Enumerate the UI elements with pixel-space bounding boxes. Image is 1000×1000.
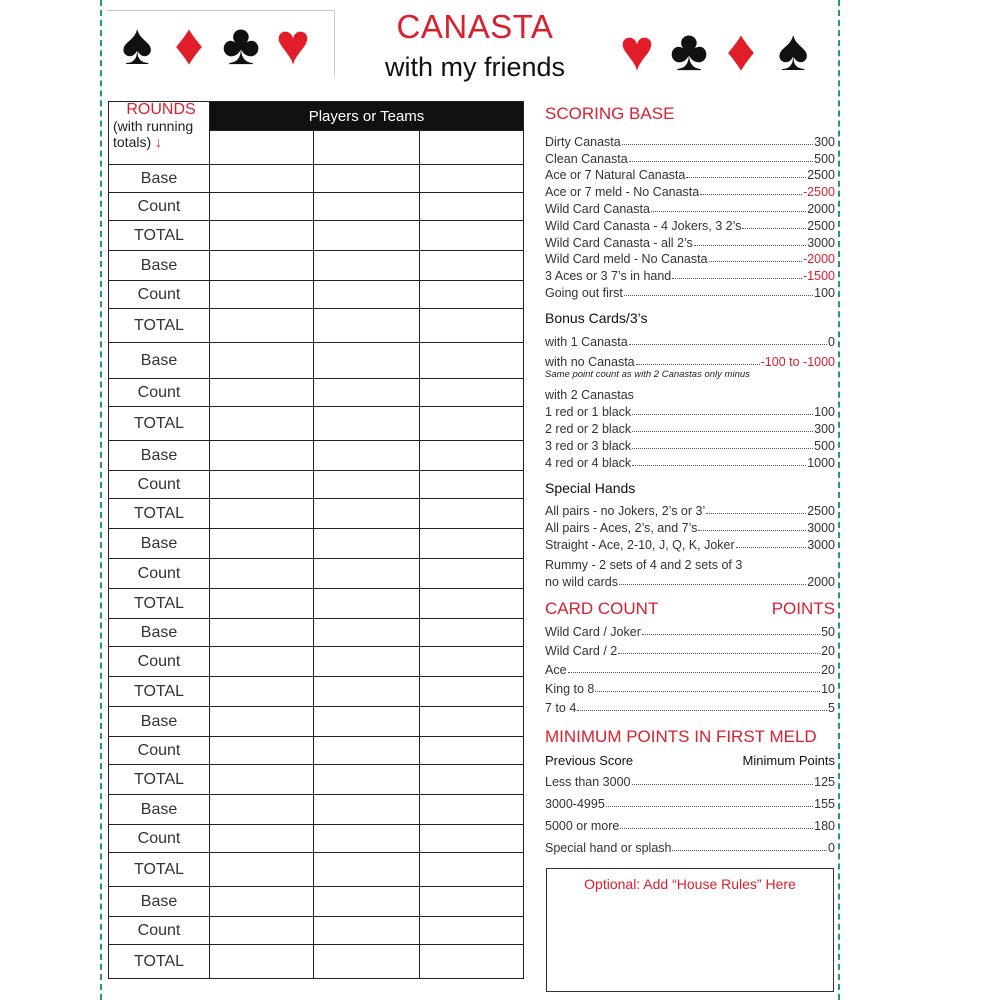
score-cell[interactable] [314,765,420,795]
score-cell[interactable] [420,853,524,887]
house-rules-label: Optional: Add “House Rules” Here [584,876,796,892]
bonus-list [545,402,835,469]
minimum-title: MINIMUM POINTS IN FIRST MELD [545,726,817,746]
bonus-title: Bonus Cards/3’s [545,309,648,326]
bonus-row: 1 red or 1 black 100 [545,405,835,420]
special-title: Special Hands [545,479,636,496]
card-count-row: Ace 20 [545,662,835,677]
score-table [108,101,524,979]
round-row [109,619,524,647]
score-cell[interactable] [420,559,524,589]
minimum-row: 5000 or more 180 [545,818,835,833]
player-name-cell[interactable] [210,131,314,165]
score-cell[interactable] [420,529,524,559]
score-cell[interactable] [314,825,420,853]
spade-icon: ♠ [121,12,151,77]
round-row-label: Base [109,441,210,471]
score-cell[interactable] [314,251,420,281]
score-cell[interactable] [420,917,524,945]
round-row [109,589,524,619]
round-row [109,441,524,471]
score-cell[interactable] [420,471,524,499]
minimum-points-label: Minimum Points [742,752,835,768]
spade-icon: ♠ [777,18,807,83]
score-cell[interactable] [210,251,314,281]
minimum-header [545,753,835,768]
card-count-row: Wild Card / Joker 50 [545,625,835,640]
round-row [109,887,524,917]
score-cell[interactable] [314,887,420,917]
score-cell[interactable] [210,281,314,309]
round-row-label: Base [109,529,210,559]
score-cell[interactable] [210,825,314,853]
score-cell[interactable] [420,945,524,979]
score-cell[interactable] [420,281,524,309]
diamond-icon: ♦ [174,12,202,77]
round-row-label: Count [109,917,210,945]
score-cell[interactable] [314,917,420,945]
score-cell[interactable] [314,407,420,441]
score-cell[interactable] [314,529,420,559]
round-row-label: Count [109,825,210,853]
score-cell[interactable] [420,309,524,343]
score-cell[interactable] [420,589,524,619]
round-row-label: TOTAL [109,853,210,887]
score-cell[interactable] [314,853,420,887]
score-cell[interactable] [420,441,524,471]
card-count-row: King to 8 10 [545,681,835,696]
score-cell[interactable] [420,677,524,707]
score-cell[interactable] [210,309,314,343]
minimum-row: Less than 3000 125 [545,775,835,790]
score-cell[interactable] [314,379,420,407]
score-cell[interactable] [210,343,314,379]
score-cell[interactable] [210,765,314,795]
round-row-label: Base [109,887,210,917]
bonus-note: Same point count as with 2 Canastas only minus [545,368,750,380]
right-cut-guide [838,0,840,1000]
score-cell[interactable] [210,619,314,647]
scoring-row: Wild Card meld - No Canasta -2000 [545,252,835,267]
scoring-row: Wild Card Canasta - all 2’s 3000 [545,235,835,250]
rummy-row: Rummy - 2 sets of 4 and 2 sets of 3 [545,557,743,572]
round-row [109,165,524,193]
score-cell[interactable] [420,647,524,677]
round-row [109,529,524,559]
scoring-row: Clean Canasta 500 [545,151,835,166]
player-name-cell[interactable] [420,131,524,165]
score-cell[interactable] [210,441,314,471]
score-cell[interactable] [314,309,420,343]
reference-panel [545,104,835,855]
score-cell[interactable] [210,499,314,529]
round-row [109,853,524,887]
card-count-list [545,623,835,715]
score-cell[interactable] [210,165,314,193]
score-cell[interactable] [314,165,420,193]
suits-right [610,18,818,83]
round-row-label: Count [109,647,210,677]
bonus-row: with 1 Canasta 0 [545,334,835,349]
club-icon: ♣ [221,12,259,77]
scoring-base-title: SCORING BASE [545,104,675,123]
rounds-note: (with running totals) [113,118,194,150]
scoring-row: Ace or 7 Natural Canasta 2500 [545,168,835,183]
round-row [109,193,524,221]
heart-icon: ♥ [275,12,309,77]
score-cell[interactable] [210,193,314,221]
round-row-label: Count [109,281,210,309]
round-row-label: Count [109,379,210,407]
round-row [109,251,524,281]
round-row-label: Base [109,343,210,379]
players-header: Players or Teams [210,102,524,131]
score-cell[interactable] [420,825,524,853]
score-cell[interactable] [314,471,420,499]
round-row [109,917,524,945]
round-row-label: TOTAL [109,945,210,979]
round-row-label: TOTAL [109,677,210,707]
page-header [340,8,610,83]
score-cell[interactable] [420,765,524,795]
score-cell[interactable] [314,619,420,647]
round-row [109,737,524,765]
left-cut-guide [100,0,102,1000]
page-subtitle: with my friends [384,52,566,82]
score-cell[interactable] [314,221,420,251]
bonus-row: 4 red or 4 black 1000 [545,455,835,470]
rummy-row: no wild cards 2000 [545,574,835,589]
round-row-label: Base [109,619,210,647]
score-cell[interactable] [314,499,420,529]
score-cell[interactable] [314,343,420,379]
score-cell[interactable] [420,619,524,647]
score-cell[interactable] [210,589,314,619]
score-cell[interactable] [420,737,524,765]
score-cell[interactable] [420,193,524,221]
score-cell[interactable] [314,193,420,221]
score-cell[interactable] [314,647,420,677]
scoring-row: Ace or 7 meld - No Canasta -2500 [545,185,835,200]
scoring-row: Dirty Canasta 300 [545,134,835,149]
score-cell[interactable] [314,589,420,619]
round-row [109,559,524,589]
score-cell[interactable] [210,529,314,559]
round-row [109,795,524,825]
bonus-row: 2 red or 2 black 300 [545,421,835,436]
round-row [109,765,524,795]
score-cell[interactable] [420,795,524,825]
minimum-row: 3000-4995 155 [545,797,835,812]
score-cell[interactable] [210,737,314,765]
score-cell[interactable] [210,853,314,887]
score-cell[interactable] [420,251,524,281]
card-count-title: CARD COUNT [545,598,659,618]
score-cell[interactable] [314,281,420,309]
round-row-label: TOTAL [109,765,210,795]
scoring-row: Going out first 100 [545,285,835,300]
round-row [109,309,524,343]
round-row-label: TOTAL [109,499,210,529]
points-label: POINTS [771,598,835,618]
score-cell[interactable] [210,945,314,979]
round-row-label: Count [109,193,210,221]
round-row [109,221,524,251]
score-cell[interactable] [210,379,314,407]
score-cell[interactable] [314,559,420,589]
score-cell[interactable] [314,441,420,471]
diamond-icon: ♦ [726,18,754,83]
score-cell[interactable] [210,887,314,917]
score-cell[interactable] [314,737,420,765]
scoring-base-list [545,132,835,300]
scoring-row: 3 Aces or 3 7’s in hand -1500 [545,269,835,284]
score-cell[interactable] [420,499,524,529]
round-row-label: Base [109,165,210,193]
bonus-row: 3 red or 3 black 500 [545,438,835,453]
score-cell[interactable] [314,707,420,737]
bonus-row: with no Canasta -100 to -1000 [545,354,835,369]
round-row-label: Count [109,559,210,589]
score-cell[interactable] [210,707,314,737]
score-cell[interactable] [420,887,524,917]
round-row [109,825,524,853]
round-row-label: TOTAL [109,221,210,251]
card-count-header [545,599,835,619]
special-list [545,502,835,552]
special-row: Straight - Ace, 2-10, J, Q, K, Joker 3000 [545,537,835,552]
round-row-label: TOTAL [109,407,210,441]
rounds-label: ROUNDS [126,101,196,118]
round-row-label: TOTAL [109,309,210,343]
round-row [109,407,524,441]
minimum-list [545,773,835,855]
rounds-header [109,102,210,165]
scoring-row: Wild Card Canasta - 4 Jokers, 3 2’s 2500 [545,218,835,233]
page-title: CANASTA [396,8,554,45]
round-row [109,379,524,407]
special-row: All pairs - Aces, 2’s, and 7’s 3000 [545,521,835,536]
bonus-with2-label: with 2 Canastas [545,388,634,403]
house-rules-box[interactable] [546,868,834,992]
score-cell[interactable] [210,221,314,251]
round-row [109,499,524,529]
round-row [109,945,524,979]
round-row-label: Base [109,251,210,281]
score-cell[interactable] [210,407,314,441]
score-cell[interactable] [420,165,524,193]
score-cell[interactable] [314,677,420,707]
score-cell[interactable] [210,647,314,677]
score-cell[interactable] [420,379,524,407]
round-row [109,647,524,677]
round-row [109,707,524,737]
score-cell[interactable] [420,221,524,251]
score-cell[interactable] [210,917,314,945]
minimum-row: Special hand or splash 0 [545,840,835,855]
score-cell[interactable] [314,795,420,825]
down-arrow-icon: ↓ [155,134,163,150]
suits-left [110,12,318,77]
round-row [109,677,524,707]
special-row: All pairs - no Jokers, 2’s or 3’ 2500 [545,504,835,519]
round-row [109,281,524,309]
round-row-label: Base [109,795,210,825]
score-cell[interactable] [210,677,314,707]
card-count-row: Wild Card / 2 20 [545,644,835,659]
scoring-row: Wild Card Canasta 2000 [545,201,835,216]
card-count-row: 7 to 4 5 [545,700,835,715]
previous-score-label: Previous Score [545,752,634,768]
round-row-label: TOTAL [109,589,210,619]
score-cell[interactable] [420,707,524,737]
round-row-label: Count [109,471,210,499]
round-row-label: Count [109,737,210,765]
round-row-label: Base [109,707,210,737]
score-cell[interactable] [314,945,420,979]
player-name-cell[interactable] [314,131,420,165]
heart-icon: ♥ [619,18,653,83]
score-cell[interactable] [210,559,314,589]
score-cell[interactable] [420,407,524,441]
round-row [109,343,524,379]
score-cell[interactable] [210,471,314,499]
score-cell[interactable] [420,343,524,379]
score-cell[interactable] [210,795,314,825]
club-icon: ♣ [669,18,707,83]
round-row [109,471,524,499]
